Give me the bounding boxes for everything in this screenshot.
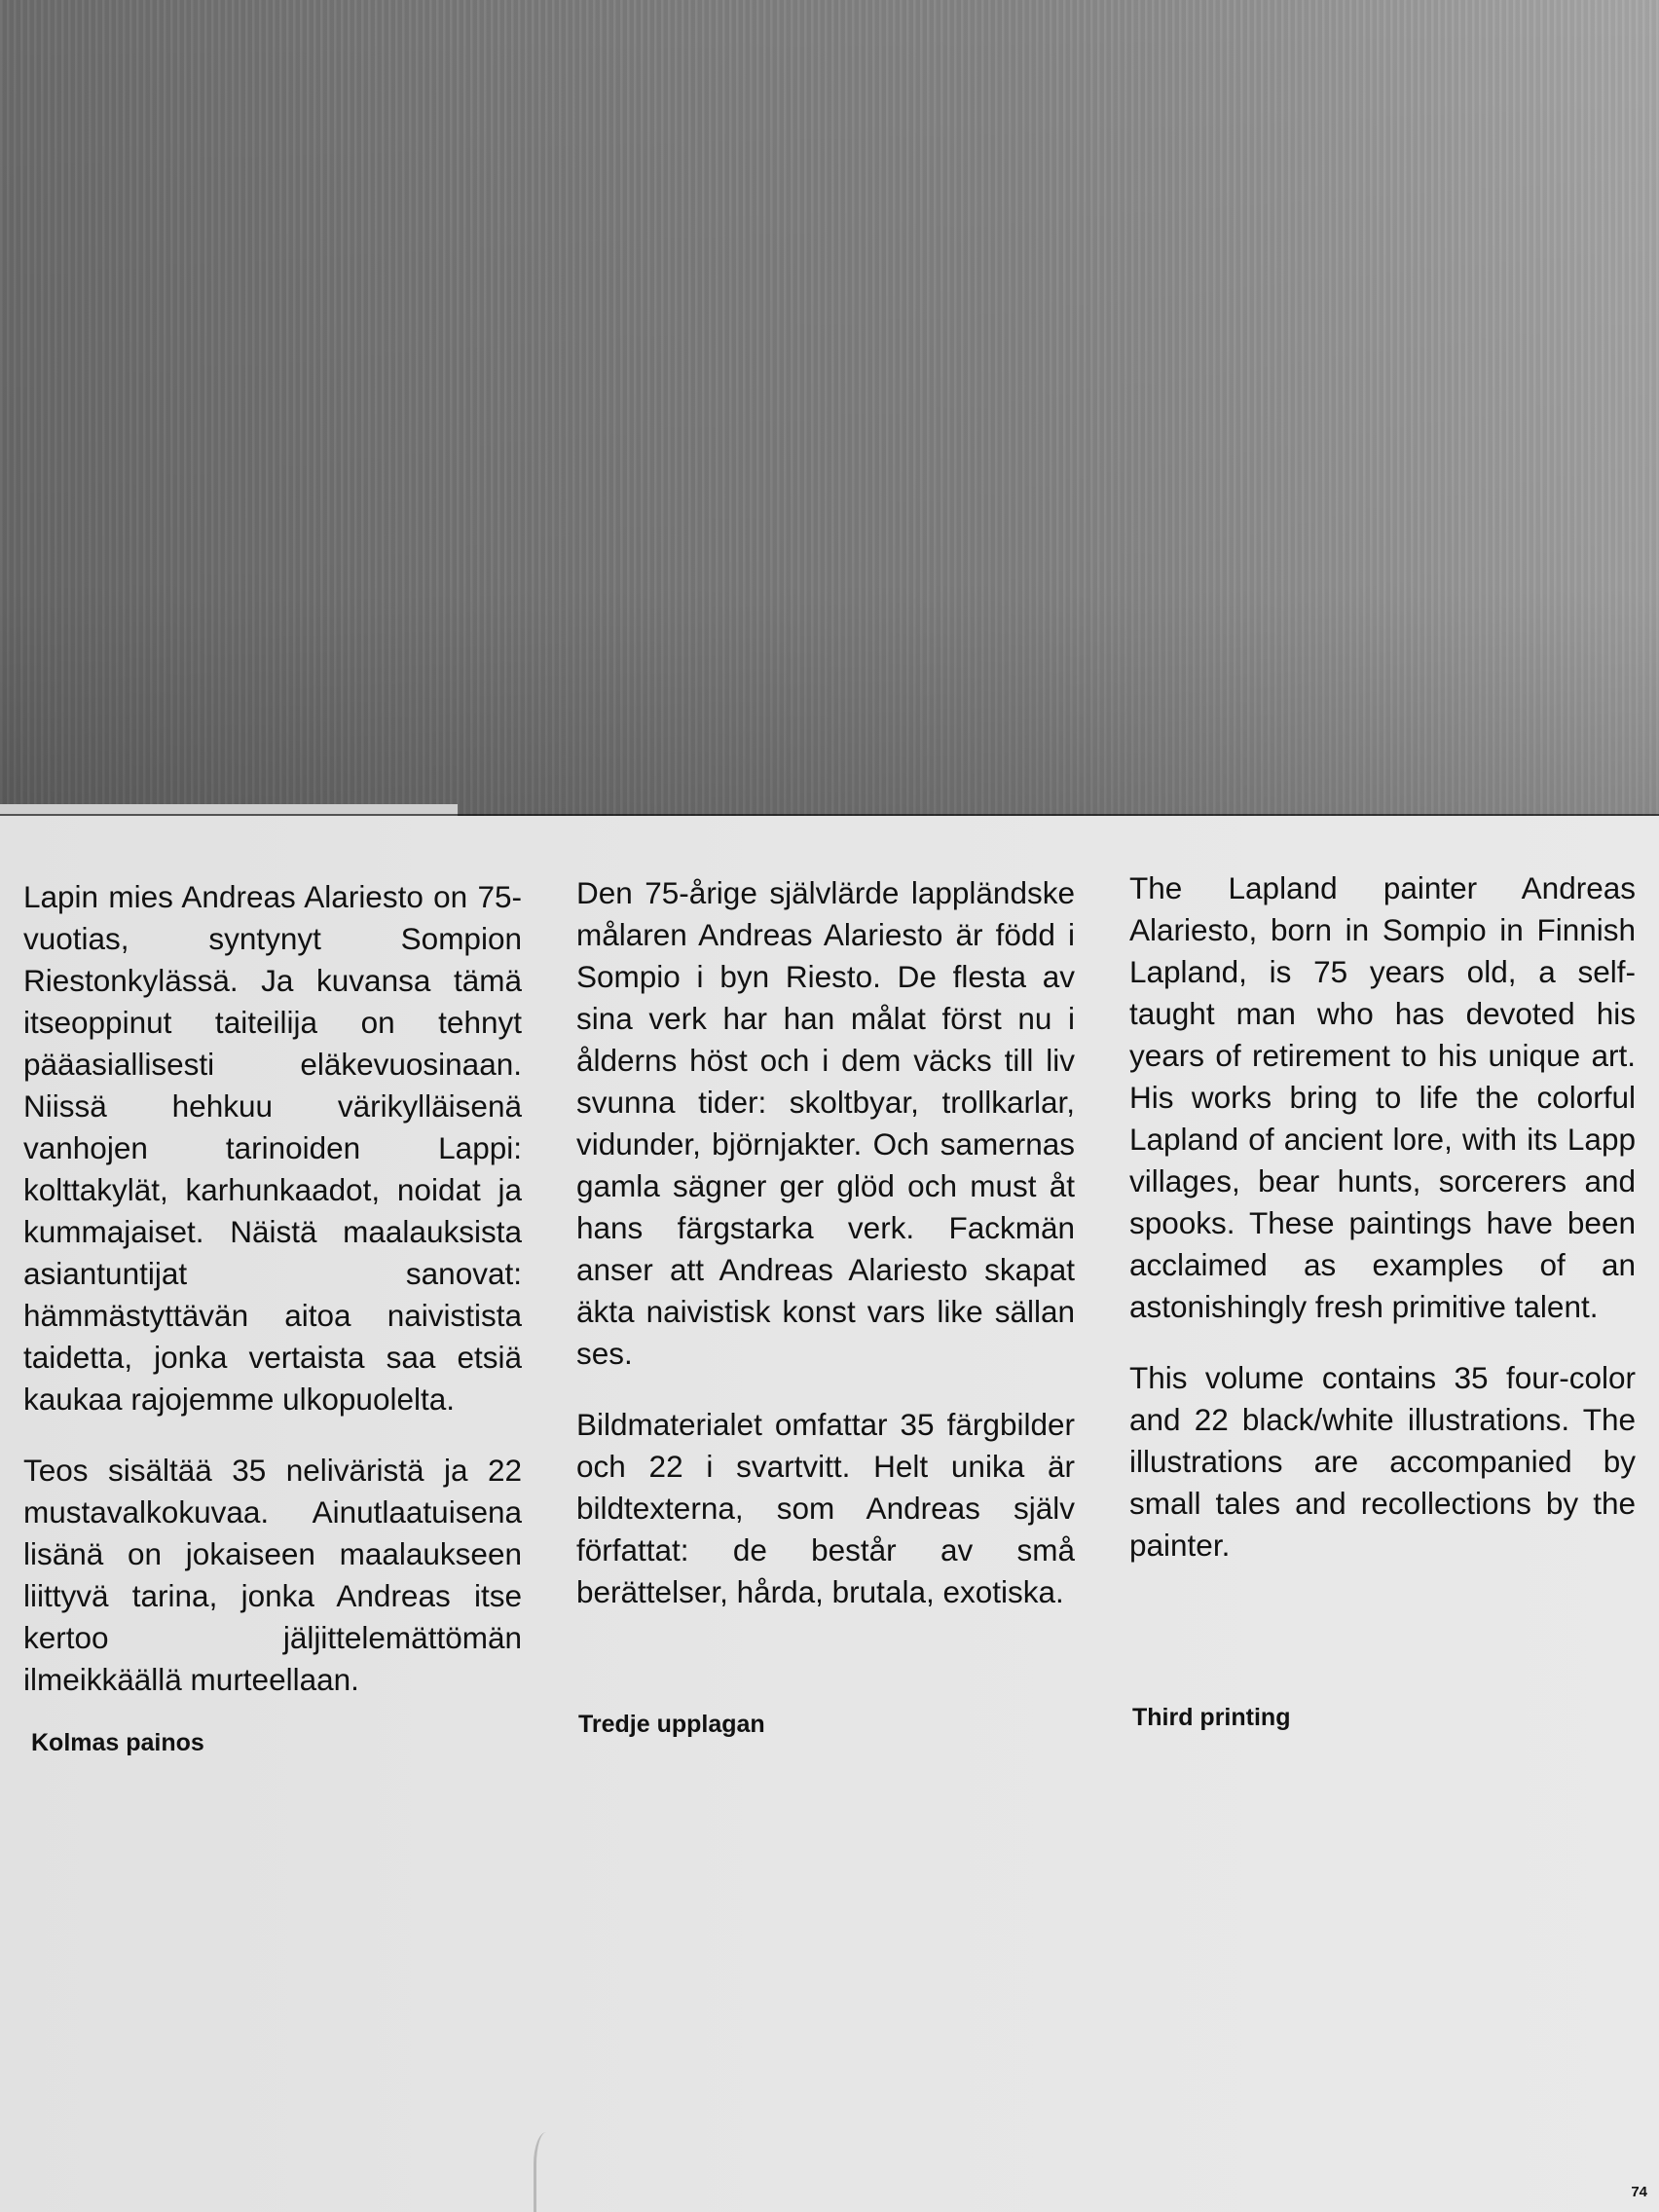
finnish-paragraph-2: Teos sisältää 35 neliväristä ja 22 mustavalkokuvaa. Ainutlaatuisena lisänä on jokaiseen maalaukseen liittyvä tarina, jonka Andreas itse kertoo jäljittelemättömän ilmeikkäällä murteellaan. <box>23 1453 522 1697</box>
swedish-printing-note: Tredje upplagan <box>578 1711 765 1738</box>
paper-smudge <box>534 2132 566 2212</box>
english-column <box>1129 867 1636 1567</box>
swedish-paragraph-2: Bildmaterialet omfattar 35 färgbilder och 22 i svartvitt. Helt unika är bildtexterna, som Andreas själv författat: de består av små berättelser, hårda, brutala, exotiska. <box>576 1407 1075 1609</box>
finnish-printing-note: Kolmas painos <box>31 1729 204 1756</box>
swedish-paragraph-1: Den 75-årige självlärde lappländske målaren Andreas Alariesto är född i Sompio i byn Riesto. De flesta av sina verk har han målat först nu i ålderns höst och i dem väcks till liv svunna tider: skoltbyar, trollkarlar, vidunder, björnjakter. Och samernas gamla sägner ger glöd och must åt hans färgstarka verk. Fackmän anser att Andreas Alariesto skapat äkta naivistisk konst vars like sällan ses. <box>576 875 1075 1371</box>
page-number: 74 <box>1631 2184 1647 2200</box>
english-paragraph-2: This volume contains 35 four-color and 22 black/white illustrations. The illustrations are accompanied by small tales and recollections by the painter. <box>1129 1360 1636 1563</box>
background-surface <box>0 0 1659 837</box>
english-paragraph-1: The Lapland painter Andreas Alariesto, born in Sompio in Finnish Lapland, is 75 years old, a self-taught man who has devoted his years of retirement to his unique art. His works bring to life the colorful Lapland of ancient lore, with its Lapp villages, bear hunts, sorcerers and spooks. These paintings have been acclaimed as examples of an astonishingly fresh primitive talent. <box>1129 870 1636 1324</box>
english-printing-note: Third printing <box>1132 1704 1291 1731</box>
swedish-column <box>576 872 1075 1613</box>
finnish-column <box>23 876 522 1701</box>
finnish-paragraph-1: Lapin mies Andreas Alariesto on 75-vuotias, syntynyt Sompion Riestonkylässä. Ja kuvansa tämä itseoppinut taiteilija on tehnyt pääasiallisesti eläkevuosinaan. Niissä hehkuu värikylläisenä vanhojen tarinoiden Lappi: kolttakylät, karhunkaadot, noidat ja kummajaiset. Näistä maalauksista asiantuntijat sanovat: hämmästyttävän aitoa naivistista taidetta, jonka vertaista saa etsiä kaukaa rajojemme ulkopuolelta. <box>23 879 522 1417</box>
